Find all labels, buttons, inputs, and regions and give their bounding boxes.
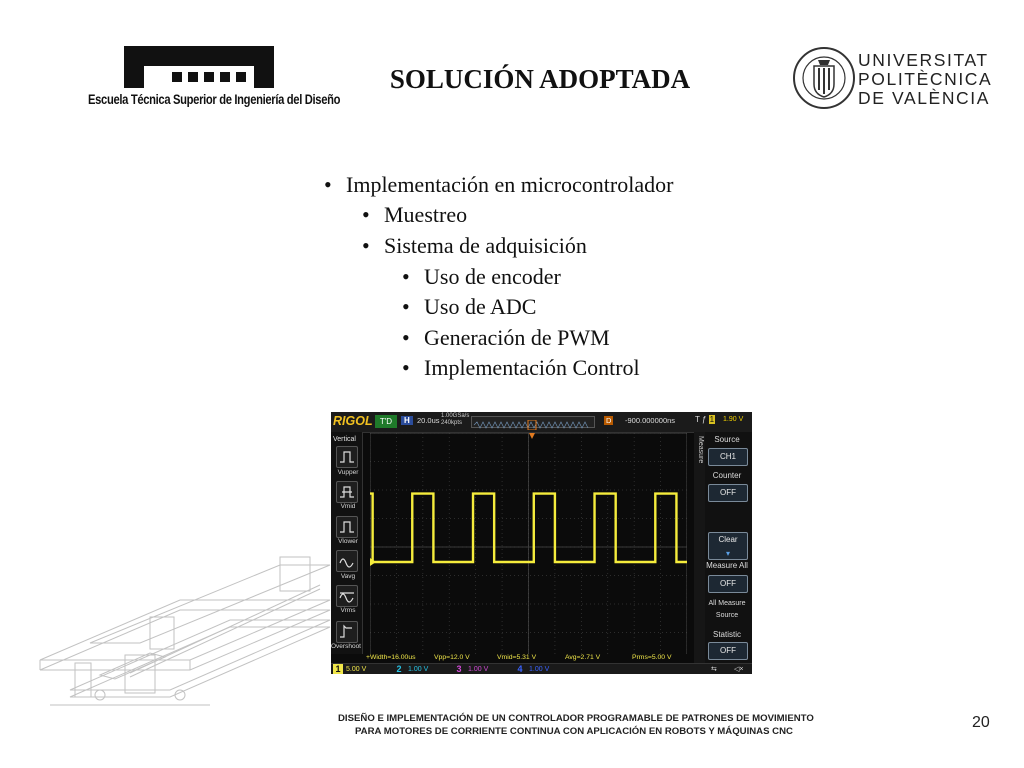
speaker-muted-icon: ◁× (734, 666, 744, 673)
delay-value: -900.000000ns (625, 416, 676, 425)
vrms-label: Vrms (340, 607, 356, 614)
etsid-logo-mark (124, 46, 274, 88)
bullet-item: • Uso de ADC (402, 294, 537, 319)
bullet-item: • Implementación Control (402, 355, 640, 380)
footer-title (338, 713, 908, 737)
trigger-level: 1.90 V (723, 416, 744, 423)
measure-menu (705, 432, 752, 666)
counter-title: Counter (712, 471, 742, 480)
vmid-button[interactable] (336, 481, 358, 503)
etsid-logo-text: Escuela Técnica Superior de Ingeniería del Diseño (88, 92, 341, 107)
page-number: 20 (972, 714, 990, 731)
scope-status-bar (331, 412, 752, 433)
vmid-icon (337, 482, 357, 502)
channel-3-scale: 1.00 V (468, 666, 489, 673)
channel-1-number[interactable]: 1 (333, 664, 343, 674)
footer-line-2: PARA MOTORES DE CORRIENTE CONTINUA CON APLICACIÓN EN ROBOTS Y MÁQUINAS CNC (355, 726, 793, 737)
measurement-avg: Avg=2.71 V (565, 654, 601, 661)
vavg-icon (337, 551, 357, 571)
memory-bar (471, 416, 595, 428)
channel-bar (331, 663, 752, 674)
measure-all-title: Measure All (706, 561, 748, 570)
vertical-title: Vertical (333, 436, 356, 443)
bullet-item: • Muestreo (362, 202, 468, 227)
cnc-machine-drawing (30, 545, 340, 715)
vavg-button[interactable] (336, 550, 358, 572)
vertical-menu (331, 432, 363, 654)
horizontal-label: H (401, 416, 413, 425)
waveform-grid (370, 433, 687, 661)
vrms-icon (337, 586, 357, 606)
measure-tab[interactable] (694, 432, 705, 666)
channel-4-number[interactable]: 4 (517, 664, 523, 674)
overshoot-icon (337, 622, 357, 642)
vavg-label: Vavg (340, 573, 356, 580)
source-title: Source (714, 435, 740, 444)
vupper-button[interactable] (336, 446, 358, 468)
bullet-item: • Uso de encoder (402, 264, 561, 289)
chevron-down-icon: ▾ (725, 549, 730, 558)
bullet-item: • Implementación en microcontrolador (324, 172, 674, 197)
statistic-button[interactable]: OFF (708, 642, 748, 660)
overshoot-button[interactable] (336, 621, 358, 643)
vrms-button[interactable] (336, 585, 358, 607)
etsid-logo (88, 46, 341, 112)
run-state: T'D (375, 415, 397, 428)
vupper-icon (337, 447, 357, 467)
counter-value-button[interactable]: OFF (708, 484, 748, 502)
overshoot-label: Overshoot (331, 643, 361, 650)
vlower-icon (337, 517, 357, 537)
sample-rate: 1.00GSa/s 240kpts (441, 413, 470, 426)
measurement-vpp: Vpp=12.0 V (434, 654, 470, 661)
channel-2-number[interactable]: 2 (396, 664, 402, 674)
statistic-title: Statistic (712, 630, 741, 639)
channel-3-number[interactable]: 3 (456, 664, 462, 674)
channel-1-scale: 5.00 V (346, 666, 367, 673)
channel-4-scale: 1.00 V (529, 666, 550, 673)
scope-brand: RIGOL (333, 414, 373, 428)
channel-2-scale: 1.00 V (408, 666, 429, 673)
upv-name: UNIVERSITAT POLITÈCNICA DE VALÈNCIA (858, 50, 993, 108)
timebase: 20.0us (417, 416, 440, 425)
trigger-indicator: T ƒ 1 (695, 415, 715, 424)
all-measure-source[interactable]: Source (715, 612, 739, 619)
source-value-button[interactable]: CH1 (708, 448, 748, 466)
footer-line-1: DISEÑO E IMPLEMENTACIÓN DE UN CONTROLADOR PROGRAMABLE DE PATRONES DE MOVIMIENTO (338, 713, 814, 724)
measurement-width: +Width=16.00us (366, 654, 416, 661)
clear-button[interactable]: Clear ▾ (708, 532, 748, 560)
vlower-button[interactable] (336, 516, 358, 538)
bullet-item: • Generación de PWM (402, 325, 610, 350)
bullet-item: • Sistema de adquisición (362, 233, 587, 258)
usb-icon: ⇆ (711, 666, 717, 673)
all-measure-title: All Measure (708, 600, 746, 607)
vlower-label: Vlower (338, 538, 358, 545)
trigger-position-marker (529, 433, 535, 439)
delay-label: D (606, 416, 612, 425)
measure-all-button[interactable]: OFF (708, 575, 748, 593)
vmid-label: Vmid (340, 503, 356, 510)
measure-label: Measure (697, 436, 704, 464)
upv-logo (792, 46, 993, 114)
measurement-vmid: Vmid=5.31 V (497, 654, 537, 661)
vupper-label: Vupper (337, 469, 359, 476)
oscilloscope-screenshot (331, 412, 752, 674)
upv-seal-icon (792, 46, 856, 110)
measurement-prms: Prms=5.00 V (632, 654, 672, 661)
slide-title: SOLUCIÓN ADOPTADA (389, 64, 691, 94)
